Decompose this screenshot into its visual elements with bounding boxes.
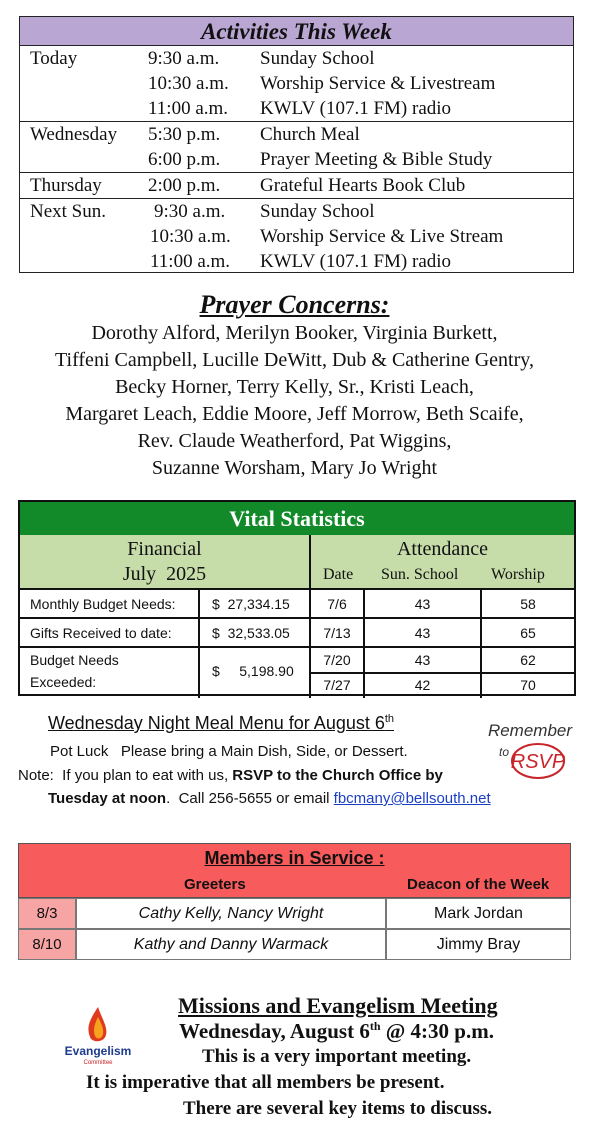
activity-row <box>20 249 573 274</box>
gifts-received-value: $ 32,533.05 <box>212 625 290 641</box>
attendance-worship: 70 <box>520 677 536 693</box>
meal-note-deadline: Tuesday at noon <box>48 790 167 807</box>
stamp-to: to <box>498 745 510 759</box>
prayer-heading: Prayer Concerns: <box>199 290 390 319</box>
greeters-header: Greeters <box>184 876 246 893</box>
service-date: 8/10 <box>18 929 76 960</box>
activity-event: KWLV (107.1 FM) radio <box>260 251 452 272</box>
financial-label: Financial <box>127 538 202 560</box>
missions-when-date: Wednesday, August 6 <box>179 1019 370 1043</box>
activity-row <box>20 71 573 96</box>
activity-event: Grateful Hearts Book Club <box>260 175 466 196</box>
financial-period: July 2025 <box>122 563 207 585</box>
financial-header <box>20 535 309 588</box>
prayer-names-line: Becky Horner, Terry Kelly, Sr., Kristi Leach, <box>115 376 474 398</box>
prayer-names-line: Rev. Claude Weatherford, Pat Wiggins, <box>137 430 452 452</box>
attendance-date: 7/27 <box>323 677 351 693</box>
budget-needs-label: Monthly Budget Needs: <box>30 596 176 612</box>
logo-text: Evangelism <box>64 1044 132 1058</box>
remember-rsvp-stamp <box>486 712 574 782</box>
service-deacon: Mark Jordan <box>386 898 571 929</box>
attendance-school: 42 <box>414 677 431 693</box>
activity-time: 6:00 p.m. <box>148 149 221 170</box>
activity-time: 9:30 a.m. <box>154 201 226 222</box>
attendance-worship: 65 <box>520 625 536 641</box>
vital-statistics-title: Vital Statistics <box>20 502 574 535</box>
activities-group-wednesday <box>20 122 573 173</box>
attendance-worship: 62 <box>520 652 536 668</box>
attendance-date: 7/20 <box>323 652 351 668</box>
activity-time: 10:30 a.m. <box>150 226 231 247</box>
evangelism-logo <box>62 1005 134 1067</box>
col-worship-header: Worship <box>491 566 545 583</box>
activity-row <box>20 224 573 249</box>
divider <box>309 672 574 674</box>
meal-menu-title-text: Wednesday Night Meal Menu for August 6 <box>48 713 385 733</box>
activities-group-thursday <box>20 173 573 199</box>
service-date: 8/3 <box>18 898 76 929</box>
members-in-service-table <box>18 843 571 961</box>
activity-time: 11:00 a.m. <box>150 251 231 272</box>
divider <box>20 617 574 619</box>
table-row <box>18 929 571 960</box>
activities-table <box>19 16 574 273</box>
members-header <box>18 843 571 898</box>
activity-time: 10:30 a.m. <box>148 73 229 94</box>
activity-event: Prayer Meeting & Bible Study <box>260 149 493 170</box>
vital-statistics-table <box>18 500 576 696</box>
missions-when-suffix: th <box>369 1019 381 1033</box>
missions-meeting-title: Missions and Evangelism Meeting <box>178 993 498 1018</box>
attendance-school: 43 <box>414 652 431 668</box>
meal-menu-title <box>48 713 394 734</box>
prayer-names-line: Suzanne Worsham, Mary Jo Wright <box>151 457 438 479</box>
activity-day: Wednesday <box>30 124 118 145</box>
col-sunday-school-header: Sun. School <box>381 566 459 583</box>
divider <box>20 588 574 590</box>
activity-time: 9:30 a.m. <box>148 48 220 69</box>
prayer-names-line: Dorothy Alford, Merilyn Booker, Virginia Burkett, <box>91 322 498 344</box>
meal-note-continued <box>48 790 491 807</box>
missions-when-time: @ 4:30 p.m. <box>380 1019 494 1043</box>
service-greeters: Cathy Kelly, Nancy Wright <box>76 898 386 929</box>
table-row <box>18 898 571 929</box>
activity-row <box>20 96 573 121</box>
activity-row <box>20 173 573 198</box>
attendance-school: 43 <box>414 596 431 612</box>
activity-day: Next Sun. <box>30 201 106 222</box>
stamp-remember: Remember <box>487 721 573 740</box>
attendance-school: 43 <box>414 625 431 641</box>
activity-day: Today <box>30 48 78 69</box>
attendance-date: 7/13 <box>323 625 351 641</box>
meal-note-contact: . Call 256-5655 or email <box>166 790 334 807</box>
activity-day: Thursday <box>30 175 102 196</box>
attendance-header <box>311 535 574 588</box>
logo-subtext: Committee <box>83 1060 113 1066</box>
attendance-label: Attendance <box>396 538 489 560</box>
activity-time: 11:00 a.m. <box>148 98 229 119</box>
activity-event: Sunday School <box>260 48 375 69</box>
missions-meeting-when <box>179 1019 494 1044</box>
prayer-concerns <box>0 290 589 482</box>
prayer-names-line: Margaret Leach, Eddie Moore, Jeff Morrow, Beth Scaife, <box>65 403 524 425</box>
meal-menu-title-suffix: th <box>384 713 395 725</box>
activity-row <box>20 46 573 71</box>
activity-time: 2:00 p.m. <box>148 175 221 196</box>
activity-event: Worship Service & Livestream <box>260 73 496 94</box>
budget-exceeded-value: $ 5,198.90 <box>212 663 294 679</box>
activities-group-today <box>20 46 573 122</box>
gifts-received-label: Gifts Received to date: <box>30 625 172 641</box>
activity-event: Worship Service & Live Stream <box>260 226 504 247</box>
prayer-names-line: Tiffeni Campbell, Lucille DeWitt, Dub & Catherine Gentry, <box>55 349 534 371</box>
activity-event: KWLV (107.1 FM) radio <box>260 98 452 119</box>
attendance-worship: 58 <box>520 596 536 612</box>
col-date-header: Date <box>323 566 354 583</box>
email-link[interactable]: fbcmany@bellsouth.net <box>333 790 491 807</box>
activity-row <box>20 199 573 224</box>
missions-line: This is a very important meeting. <box>202 1046 472 1067</box>
missions-line: There are several key items to discuss. <box>183 1098 493 1119</box>
activity-event: Church Meal <box>260 124 360 145</box>
deacon-header: Deacon of the Week <box>407 876 550 893</box>
service-deacon: Jimmy Bray <box>386 929 571 960</box>
activity-row <box>20 122 573 147</box>
activity-event: Sunday School <box>260 201 375 222</box>
divider <box>198 588 200 698</box>
meal-note-rsvp: RSVP to the Church Office by <box>232 767 443 784</box>
budget-exceeded-label: Exceeded: <box>30 674 97 690</box>
attendance-date: 7/6 <box>327 596 347 612</box>
meal-note-text: Note: If you plan to eat with us, <box>18 767 233 784</box>
meal-potluck-text: Pot Luck Please bring a Main Dish, Side, or Dessert. <box>50 743 408 760</box>
budget-needs-value: $ 27,334.15 <box>212 596 290 612</box>
budget-exceeded-label: Budget Needs <box>30 652 119 668</box>
missions-line: It is imperative that all members be present. <box>86 1072 445 1093</box>
activity-time: 5:30 p.m. <box>148 124 221 145</box>
stamp-rsvp: RSVP <box>510 751 566 773</box>
activity-row <box>20 147 573 172</box>
activities-group-next-sunday <box>20 199 573 274</box>
meal-note <box>18 767 443 784</box>
members-title: Members in Service : <box>204 848 385 868</box>
activities-title: Activities This Week <box>20 17 573 46</box>
divider <box>20 646 574 648</box>
service-greeters: Kathy and Danny Warmack <box>76 929 386 960</box>
